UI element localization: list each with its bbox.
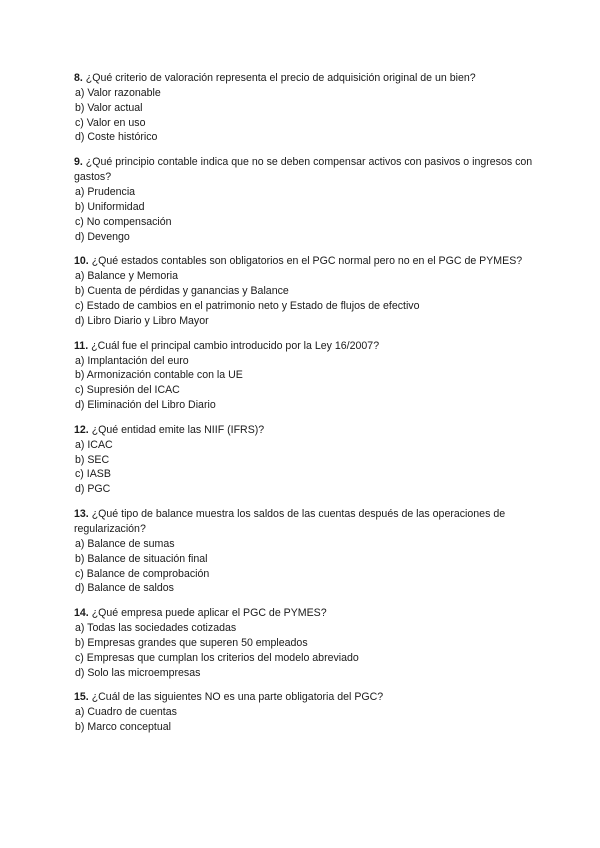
question-number: 8. — [74, 72, 83, 84]
option-a: a) Cuadro de cuentas — [75, 706, 177, 719]
answer-options — [74, 621, 534, 680]
option-a: a) Implantación del euro — [75, 354, 189, 367]
option-d: d) Coste histórico — [75, 131, 158, 144]
question-text — [74, 155, 534, 185]
question-number: 10. — [74, 255, 89, 268]
option-c: c) Supresión del ICAC — [75, 384, 180, 397]
question-15 — [74, 690, 534, 735]
option-d: d) Eliminación del Libro Diario — [75, 398, 216, 411]
option-c: c) IASB — [75, 468, 111, 481]
option-c: c) Empresas que cumplan los criterios del modelo abreviado — [75, 651, 359, 664]
question-number: 13. — [74, 507, 89, 520]
option-a: a) Balance de sumas — [75, 537, 175, 550]
question-prompt: ¿Qué estados contables son obligatorios en el PGC normal pero no en el PGC de PYMES? — [91, 255, 523, 268]
question-prompt: ¿Cuál de las siguientes NO es una parte obligatoria del PGC? — [91, 691, 384, 704]
option-a: a) Balance y Memoria — [75, 270, 179, 283]
question-text — [74, 507, 534, 537]
option-d: d) Balance de saldos — [75, 582, 174, 595]
question-8 — [74, 71, 534, 145]
answer-options — [74, 185, 534, 244]
question-text — [74, 606, 534, 621]
option-a: a) Todas las sociedades cotizadas — [75, 622, 237, 635]
answer-options — [74, 537, 534, 596]
question-14 — [74, 606, 534, 680]
option-d: d) Devengo — [75, 230, 130, 243]
question-12 — [74, 423, 534, 497]
question-9 — [74, 155, 534, 244]
option-c: c) Estado de cambios en el patrimonio neto y Estado de flujos de efectivo — [75, 299, 420, 312]
question-prompt: ¿Qué entidad emite las NIIF (IFRS)? — [91, 423, 265, 436]
question-text — [74, 71, 534, 86]
option-a: a) ICAC — [75, 438, 113, 451]
option-d: d) Libro Diario y Libro Mayor — [75, 314, 209, 327]
question-number: 14. — [74, 607, 89, 620]
answer-options — [74, 705, 534, 735]
option-b: b) Armonización contable con la UE — [75, 369, 243, 382]
option-b: b) SEC — [75, 453, 110, 466]
option-d: d) PGC — [75, 483, 111, 496]
question-number: 15. — [74, 691, 89, 704]
option-b: b) Marco conceptual — [75, 721, 171, 734]
question-prompt: ¿Cuál fue el principal cambio introducido por la Ley 16/2007? — [91, 339, 380, 352]
option-b: b) Uniformidad — [75, 200, 145, 213]
question-prompt: ¿Qué principio contable indica que no se deben compensar activos con pasivos o ingresos con gastos? — [74, 156, 533, 184]
question-text — [74, 339, 534, 354]
question-number: 9. — [74, 156, 83, 169]
question-prompt: ¿Qué empresa puede aplicar el PGC de PYMES? — [91, 607, 327, 620]
answer-options — [74, 438, 534, 497]
question-list — [74, 71, 534, 745]
question-number: 11. — [74, 339, 89, 352]
option-b: b) Valor actual — [75, 101, 143, 114]
question-prompt: ¿Qué tipo de balance muestra los saldos de las cuentas después de las operaciones de regularización? — [74, 507, 506, 535]
option-a: a) Valor razonable — [75, 87, 161, 99]
option-c: c) Valor en uso — [75, 116, 146, 129]
question-prompt: ¿Qué criterio de valoración representa el precio de adquisición original de un bien? — [85, 72, 476, 84]
option-b: b) Balance de situación final — [75, 552, 208, 565]
question-text — [74, 423, 534, 438]
option-d: d) Solo las microempresas — [75, 666, 201, 679]
question-13 — [74, 507, 534, 596]
option-c: c) Balance de comprobación — [75, 567, 210, 580]
answer-options — [74, 269, 534, 328]
question-number: 12. — [74, 423, 89, 436]
question-10 — [74, 254, 534, 328]
option-b: b) Cuenta de pérdidas y ganancias y Balance — [75, 285, 289, 298]
answer-options — [74, 86, 534, 145]
question-11 — [74, 339, 534, 413]
question-text — [74, 690, 534, 705]
answer-options — [74, 354, 534, 413]
option-b: b) Empresas grandes que superen 50 empleados — [75, 636, 308, 649]
option-a: a) Prudencia — [75, 186, 136, 199]
option-c: c) No compensación — [75, 215, 172, 228]
question-text — [74, 254, 534, 269]
